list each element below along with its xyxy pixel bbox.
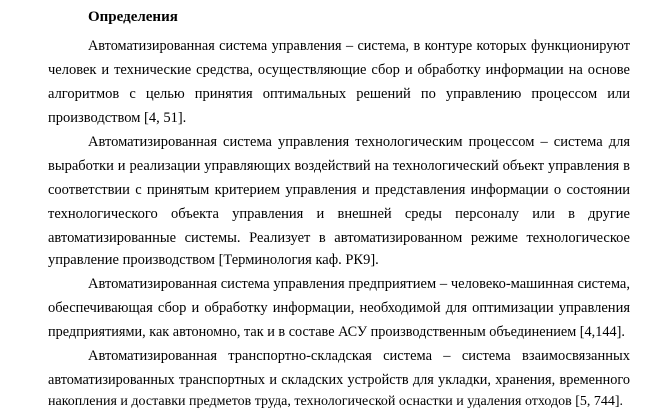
paragraph-line: автоматизированных транспортных и складских устройств для укладки, хранения, временного bbox=[48, 372, 630, 388]
paragraph-line: накопления и доставки предметов труда, технологической оснастки и удаления отходов [5, 744]. bbox=[48, 394, 624, 409]
paragraph-line: Автоматизированная система управления предприятием – человеко-машинная система, bbox=[88, 276, 630, 292]
paragraph-line: Автоматизированная транспортно-складская система – система взаимосвязанных bbox=[88, 348, 630, 364]
paragraph-line: Автоматизированная система управления технологическим процессом – система для bbox=[88, 134, 630, 150]
paragraph-line: алгоритмов с целью принятия оптимальных решений по управлению процессом или bbox=[48, 86, 630, 102]
paragraph-line: человек и технические средства, осуществляющие сбор и обработку информации на основе bbox=[48, 62, 630, 78]
paragraph-line: производством [4, 51]. bbox=[48, 110, 187, 126]
paragraph-line: управление производством [Терминология каф. РК9]. bbox=[48, 252, 379, 268]
paragraph-line: автоматизированные системы. Реализует в автоматизированном режиме технологическое bbox=[48, 230, 630, 246]
section-heading: Определения bbox=[88, 9, 178, 25]
paragraph-line: технологического объекта управления и внешней среды персоналу или в другие bbox=[48, 206, 630, 222]
paragraph-line: предприятиями, как автономно, так и в составе АСУ производственным объединением [4,144]. bbox=[48, 324, 625, 340]
paragraph-line: соответствии с принятым критерием управления и представления информации о состоянии bbox=[48, 182, 630, 198]
paragraph-line: Автоматизированная система управления – система, в контуре которых функционируют bbox=[88, 38, 630, 54]
paragraph-line: обеспечивающая сбор и обработку информации, необходимой для оптимизации управления bbox=[48, 300, 630, 316]
paragraph-line: выработки и реализации управляющих воздействий на технологический объект управления в bbox=[48, 158, 630, 174]
